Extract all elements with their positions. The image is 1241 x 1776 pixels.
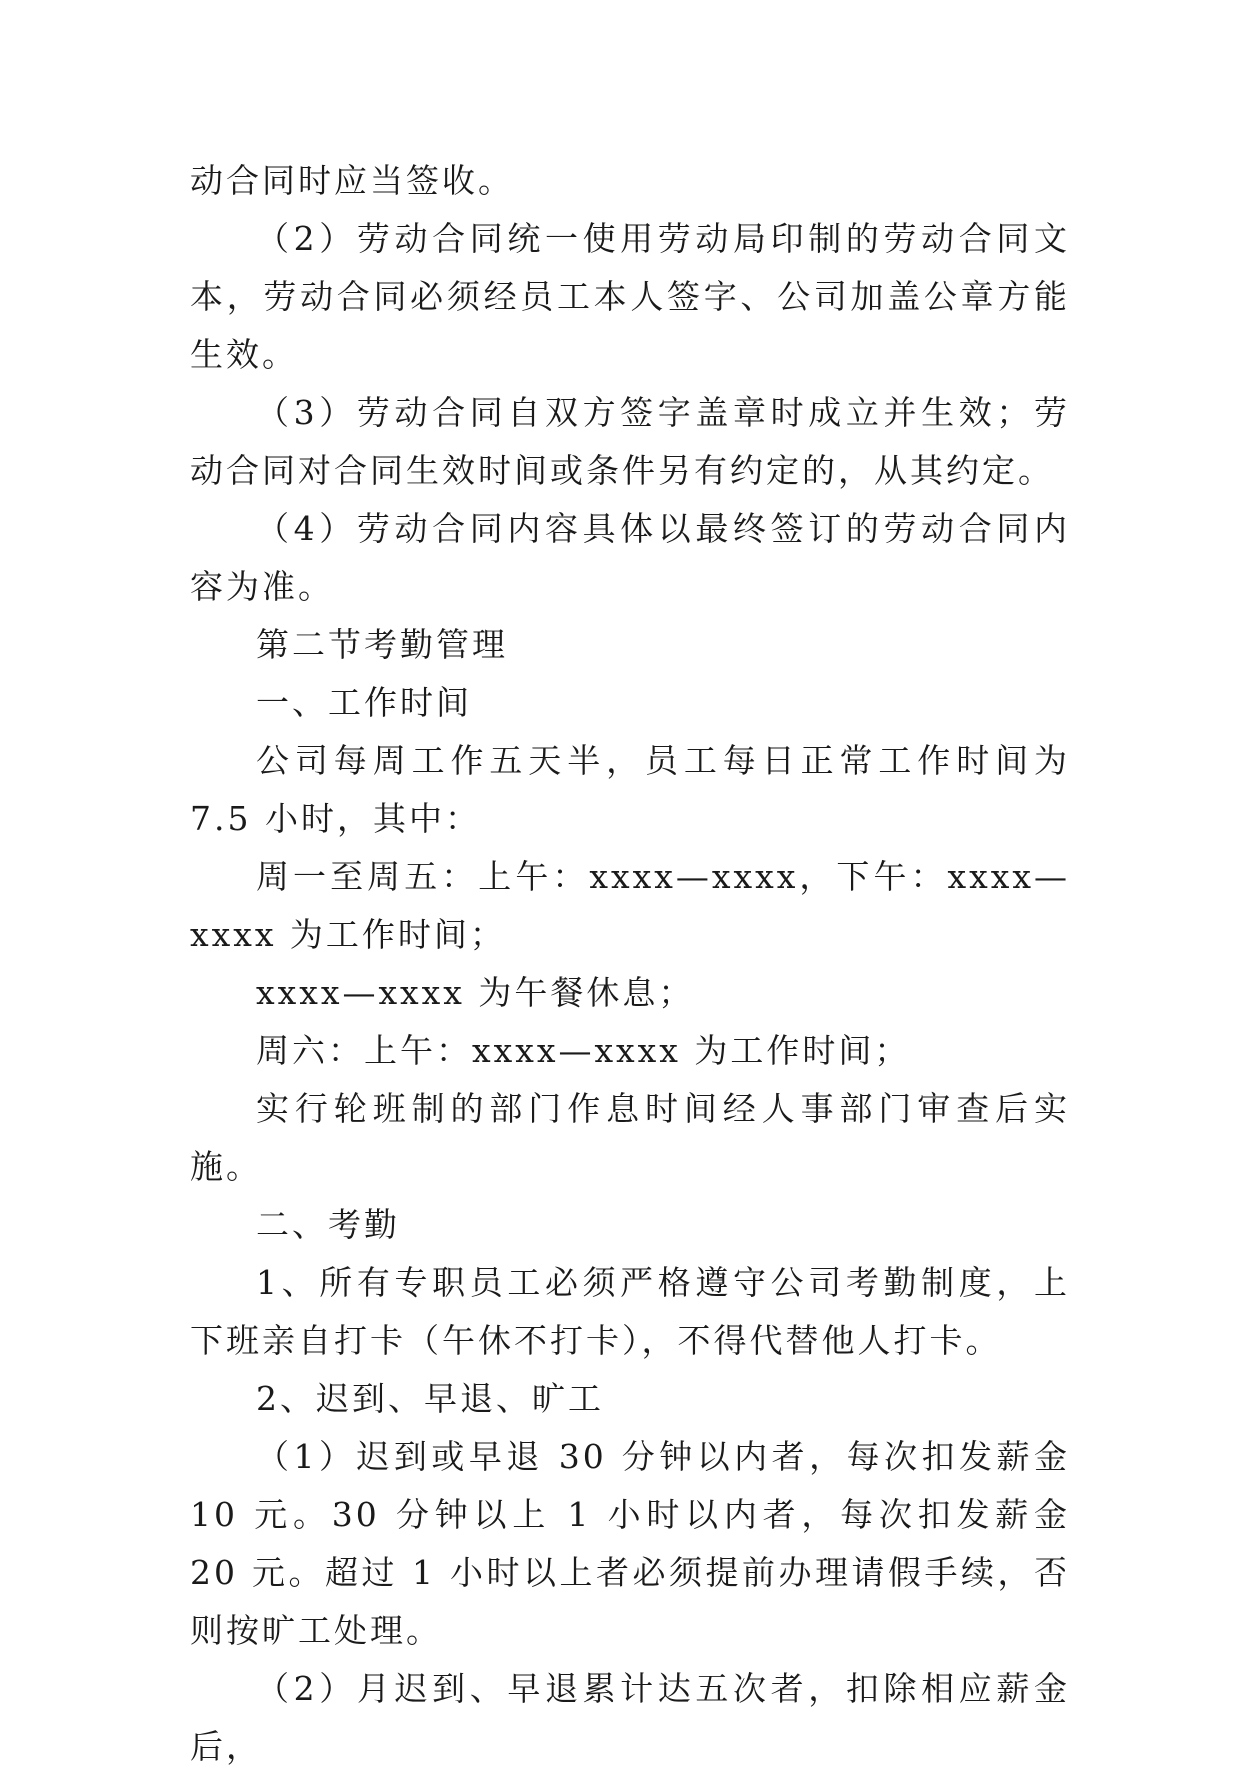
document-body [190,152,1070,1776]
paragraph-weekly-hours: 公司每周工作五天半，员工每日正常工作时间为 7.5 小时，其中： [190,741,1070,838]
paragraph-attendance-rule-1: 1、所有专职员工必须严格遵守公司考勤制度，上下班亲自打卡（午休不打卡），不得代替他人打卡。 [190,1263,1070,1360]
paragraph-contract-clause-3: （3）劳动合同自双方签字盖章时成立并生效；劳动合同对合同生效时间或条件另有约定的，从其约定。 [190,393,1070,490]
subheading-work-hours: 一、工作时间 [256,683,472,722]
paragraph-contract-sign-continued: 动合同时应当签收。 [190,161,514,200]
subheading-attendance: 二、考勤 [256,1205,400,1244]
section-heading-attendance: 第二节考勤管理 [256,625,508,664]
paragraph-lunch-break: xxxx—xxxx 为午餐休息； [256,973,695,1012]
paragraph-shift-schedule: 实行轮班制的部门作息时间经人事部门审查后实施。 [190,1089,1070,1186]
paragraph-lateness-rule-1: （1）迟到或早退 30 分钟以内者，每次扣发薪金 10 元。30 分钟以上 1 小时以内者，每次扣发薪金 20 元。超过 1 小时以上者必须提前办理请假手续，否则按旷工处理。 [190,1437,1070,1650]
paragraph-saturday-schedule: 周六：上午：xxxx—xxxx 为工作时间； [256,1031,911,1070]
subheading-lateness: 2、迟到、早退、旷工 [256,1379,604,1418]
paragraph-contract-clause-2: （2）劳动合同统一使用劳动局印制的劳动合同文本，劳动合同必须经员工本人签字、公司加盖公章方能生效。 [190,219,1070,374]
paragraph-contract-clause-4: （4）劳动合同内容具体以最终签订的劳动合同内容为准。 [190,509,1070,606]
paragraph-weekday-schedule: 周一至周五：上午：xxxx—xxxx，下午：xxxx—xxxx 为工作时间； [190,857,1070,954]
paragraph-lateness-rule-2: （2）月迟到、早退累计达五次者，扣除相应薪金后， [190,1669,1070,1766]
